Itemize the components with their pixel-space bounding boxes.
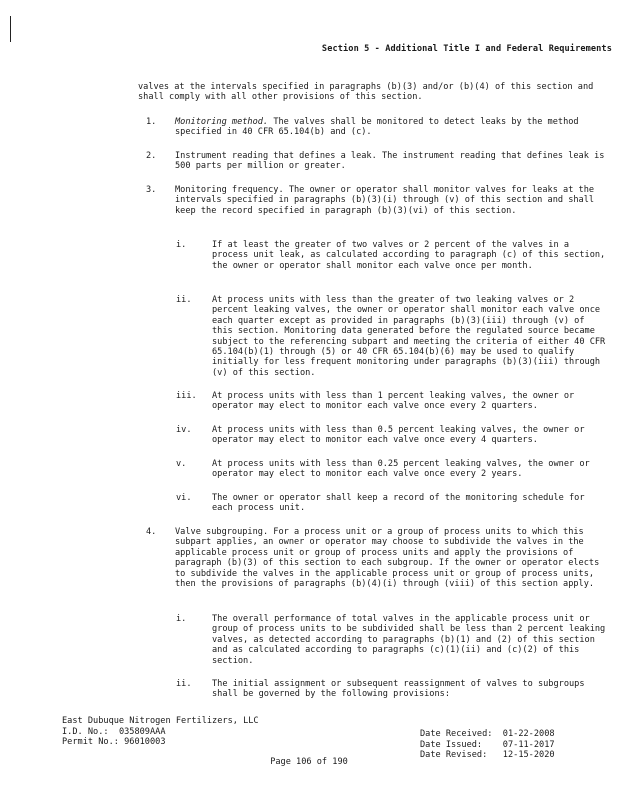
subitem-3-ii-text: At process units with less than the greater of two leaking valves or 2 percent leaking valves, the owner or operator shall monitor each valve once each quarter except as provided in paragraphs (b)(3)(iii) through (v) of this section. Monitoring data generated before the regulated source became subject to the referencing subpart and meeting the criteria of either 40 CFR 65.104(b)(1) through (5) or 40 CFR 65.104(b)(6) may be used to qualify initially for less frequent monitoring under paragraphs (b)(3)(iii) through (v) of this section. [212, 295, 606, 378]
subitem-number: vi. [176, 493, 192, 503]
issued-value: 07-11-2017 [502, 739, 555, 750]
subitem-number: i. [176, 614, 187, 624]
scan-mark [10, 16, 11, 42]
subitem-3-iv-text: At process units with less than 0.5 percent leaking valves, the owner or operator may elect to monitor each valve once every 4 quarters. [212, 425, 585, 446]
subitem-3-v-text: At process units with less than 0.25 percent leaking valves, the owner or operator may elect to monitor each valve once every 2 years. [212, 459, 590, 480]
company-name: East Dubuque Nitrogen Fertilizers, LLC [62, 716, 259, 726]
subitem-3-i-text: If at least the greater of two valves or 2 percent of the valves in a process unit leak, as calculated according to paragraph (c) of this section, the owner or operator shall monitor each valve once per month. [212, 240, 606, 271]
subitem-4-ii-text: The initial assignment or subsequent reassignment of valves to subgroups shall be governed by the following provisions: [212, 679, 585, 700]
page-number: Page 106 of 190 [270, 757, 348, 767]
revised-label: Date Revised: [420, 750, 488, 761]
item-number: 1. [146, 117, 157, 127]
issued-label: Date Issued: [420, 739, 483, 750]
subitem-number: iii. [176, 391, 197, 401]
item-2-text: Instrument reading that defines a leak. The instrument reading that defines leak is 500 parts per million or greater. [175, 151, 605, 172]
id-label: I.D. No.: [62, 726, 109, 737]
item-1-text [175, 117, 605, 138]
subitem-number: iv. [176, 425, 192, 435]
item-1-body: The valves shall be monitored to detect leaks by the method specified in 40 CFR 65.104(b) and (c). [175, 117, 579, 138]
received-value: 01-22-2008 [502, 729, 555, 739]
item-number: 4. [146, 527, 157, 537]
subitem-4-i-text: The overall performance of total valves in the applicable process unit or group of process units to be subdivided shall be less than 2 percent leaking valves, as detected according to paragraphs (b)(1) and (2) of this section and as calculated according to paragraphs (c)(1)(ii) and (c)(2) of this section. [212, 614, 606, 666]
subitem-3-iii-text: At process units with less than 1 percent leaking valves, the owner or operator may elect to monitor each valve once every 2 quarters. [212, 391, 575, 412]
permit-label: Permit No.: [62, 737, 119, 748]
section-header: Section 5 - Additional Title I and Federal Requirements [321, 44, 612, 54]
item-number: 2. [146, 151, 157, 161]
intro-paragraph: valves at the intervals specified in paragraphs (b)(3) and/or (b)(4) of this section and shall comply with all other provisions of this section. [138, 82, 594, 103]
subitem-number: ii. [176, 679, 192, 689]
item-1-heading: Monitoring method. [175, 117, 269, 127]
item-number: 3. [146, 185, 157, 195]
subitem-number: v. [176, 459, 187, 469]
id-value: 035809AAA [118, 726, 166, 737]
received-label: Date Received: [420, 729, 493, 739]
subitem-3-vi-text: The owner or operator shall keep a record of the monitoring schedule for each process unit. [212, 493, 585, 514]
footer-facility-info [62, 716, 259, 748]
permit-value: 96010003 [124, 737, 166, 748]
subitem-number: ii. [176, 295, 192, 305]
item-3-text: Monitoring frequency. The owner or operator shall monitor valves for leaks at the intervals specified in paragraphs (b)(3)(i) through (v) of this section and shall keep the record specified in paragraph (b)(3)(vi) of this section. [175, 185, 595, 216]
subitem-number: i. [176, 240, 187, 250]
revised-value: 12-15-2020 [502, 750, 555, 761]
item-4-text: Valve subgrouping. For a process unit or a group of process units to which this subpart applies, an owner or operator may choose to subdivide the valves in the applicable process unit or group of process units and apply the provisions of paragraph (b)(3) of this section to each subgroup. If the owner or operator elects to subdivide the valves in the applicable process unit or group of process units, then the provisions of paragraphs (b)(4)(i) through (viii) of this section apply. [175, 527, 600, 590]
footer-dates [420, 729, 555, 761]
